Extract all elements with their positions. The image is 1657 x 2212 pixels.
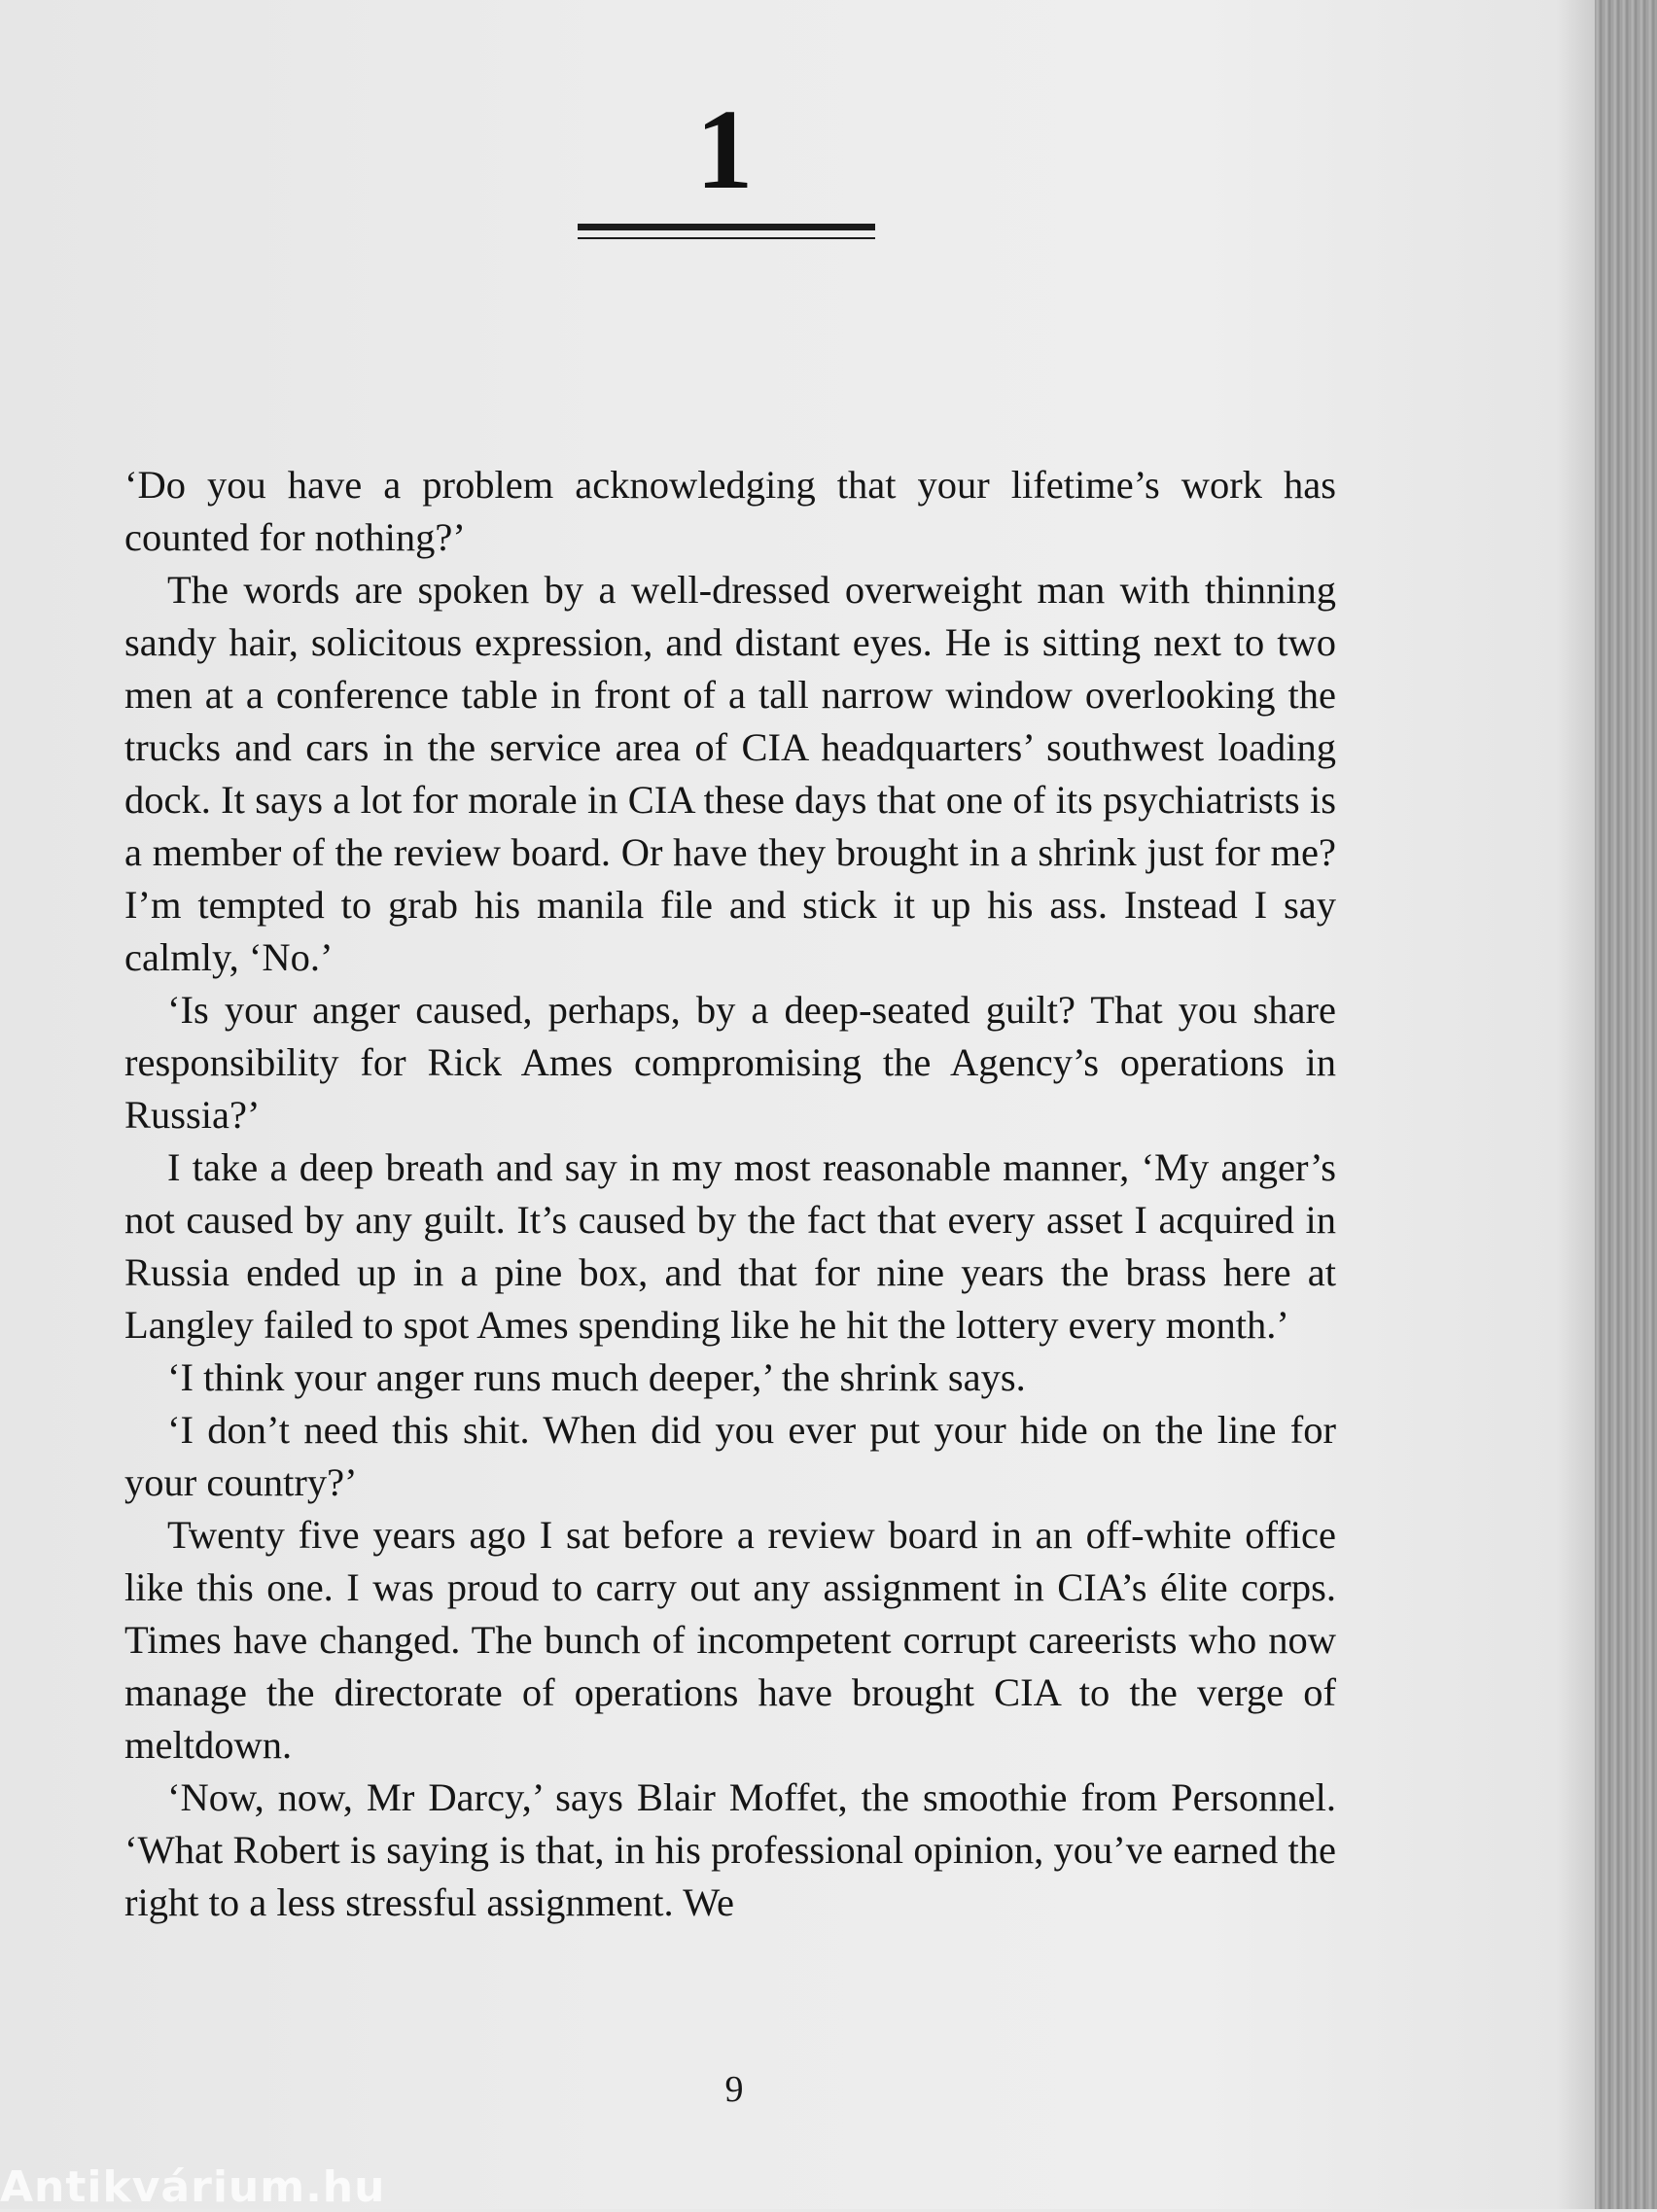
paragraph: I take a deep breath and say in my most reasonable manner, ‘My anger’s not caused by any guilt. It’s caused by the fact that every asset I acquired in Russia ended up in a pine box, and that for nine years the brass here at Langley failed to spot Ames spending like he hit the lottery every month.’ xyxy=(124,1145,1336,1347)
body-text xyxy=(124,459,1336,1929)
chapter-rule-thin xyxy=(578,237,875,239)
paragraph: ‘Now, now, Mr Darcy,’ says Blair Moffet, the smoothie from Personnel. ‘What Robert is saying is that, in his professional opinion, you’ve earned the right to a less stressful assignment. We xyxy=(124,1775,1336,1924)
paragraph: ‘I think your anger runs much deeper,’ the shrink says. xyxy=(167,1355,1026,1399)
paragraph: Twenty five years ago I sat before a review board in an off-white office like this one. I was proud to carry out any assignment in CIA’s élite corps. Times have changed. The bunch of incompetent corrupt careerists who now manage the directorate of operations have brought CIA to the verge of meltdown. xyxy=(124,1513,1336,1767)
page-number: 9 xyxy=(724,2069,744,2110)
chapter-rule-thick xyxy=(578,224,875,230)
chapter-number: 1 xyxy=(695,86,754,213)
page-stack-edge xyxy=(1595,0,1657,2209)
watermark: Antikvárium.hu xyxy=(0,2162,386,2212)
paragraph: The words are spoken by a well-dressed overweight man with thinning sandy hair, solicitous expression, and distant eyes. He is sitting next to two men at a conference table in front of a tall narrow window overlooking the trucks and cars in the service area of CIA headquarters’ southwest loading dock. It says a lot for morale in CIA these days that one of its psychiatrists is a member of the review board. Or have they brought in a shrink just for me? I’m tempted to grab his manila file and stick it up his ass. Instead I say calmly, ‘No.’ xyxy=(124,568,1336,979)
page-gutter-shadow xyxy=(1556,0,1595,2209)
paragraph: ‘Do you have a problem acknowledging that your lifetime’s work has counted for nothing?’ xyxy=(124,463,1336,559)
paragraph: ‘I don’t need this shit. When did you ever put your hide on the line for your country?’ xyxy=(124,1408,1336,1504)
paragraph: ‘Is your anger caused, perhaps, by a deep-seated guilt? That you share responsibility for Rick Ames compromising the Agency’s operations in Russia?’ xyxy=(124,988,1336,1137)
